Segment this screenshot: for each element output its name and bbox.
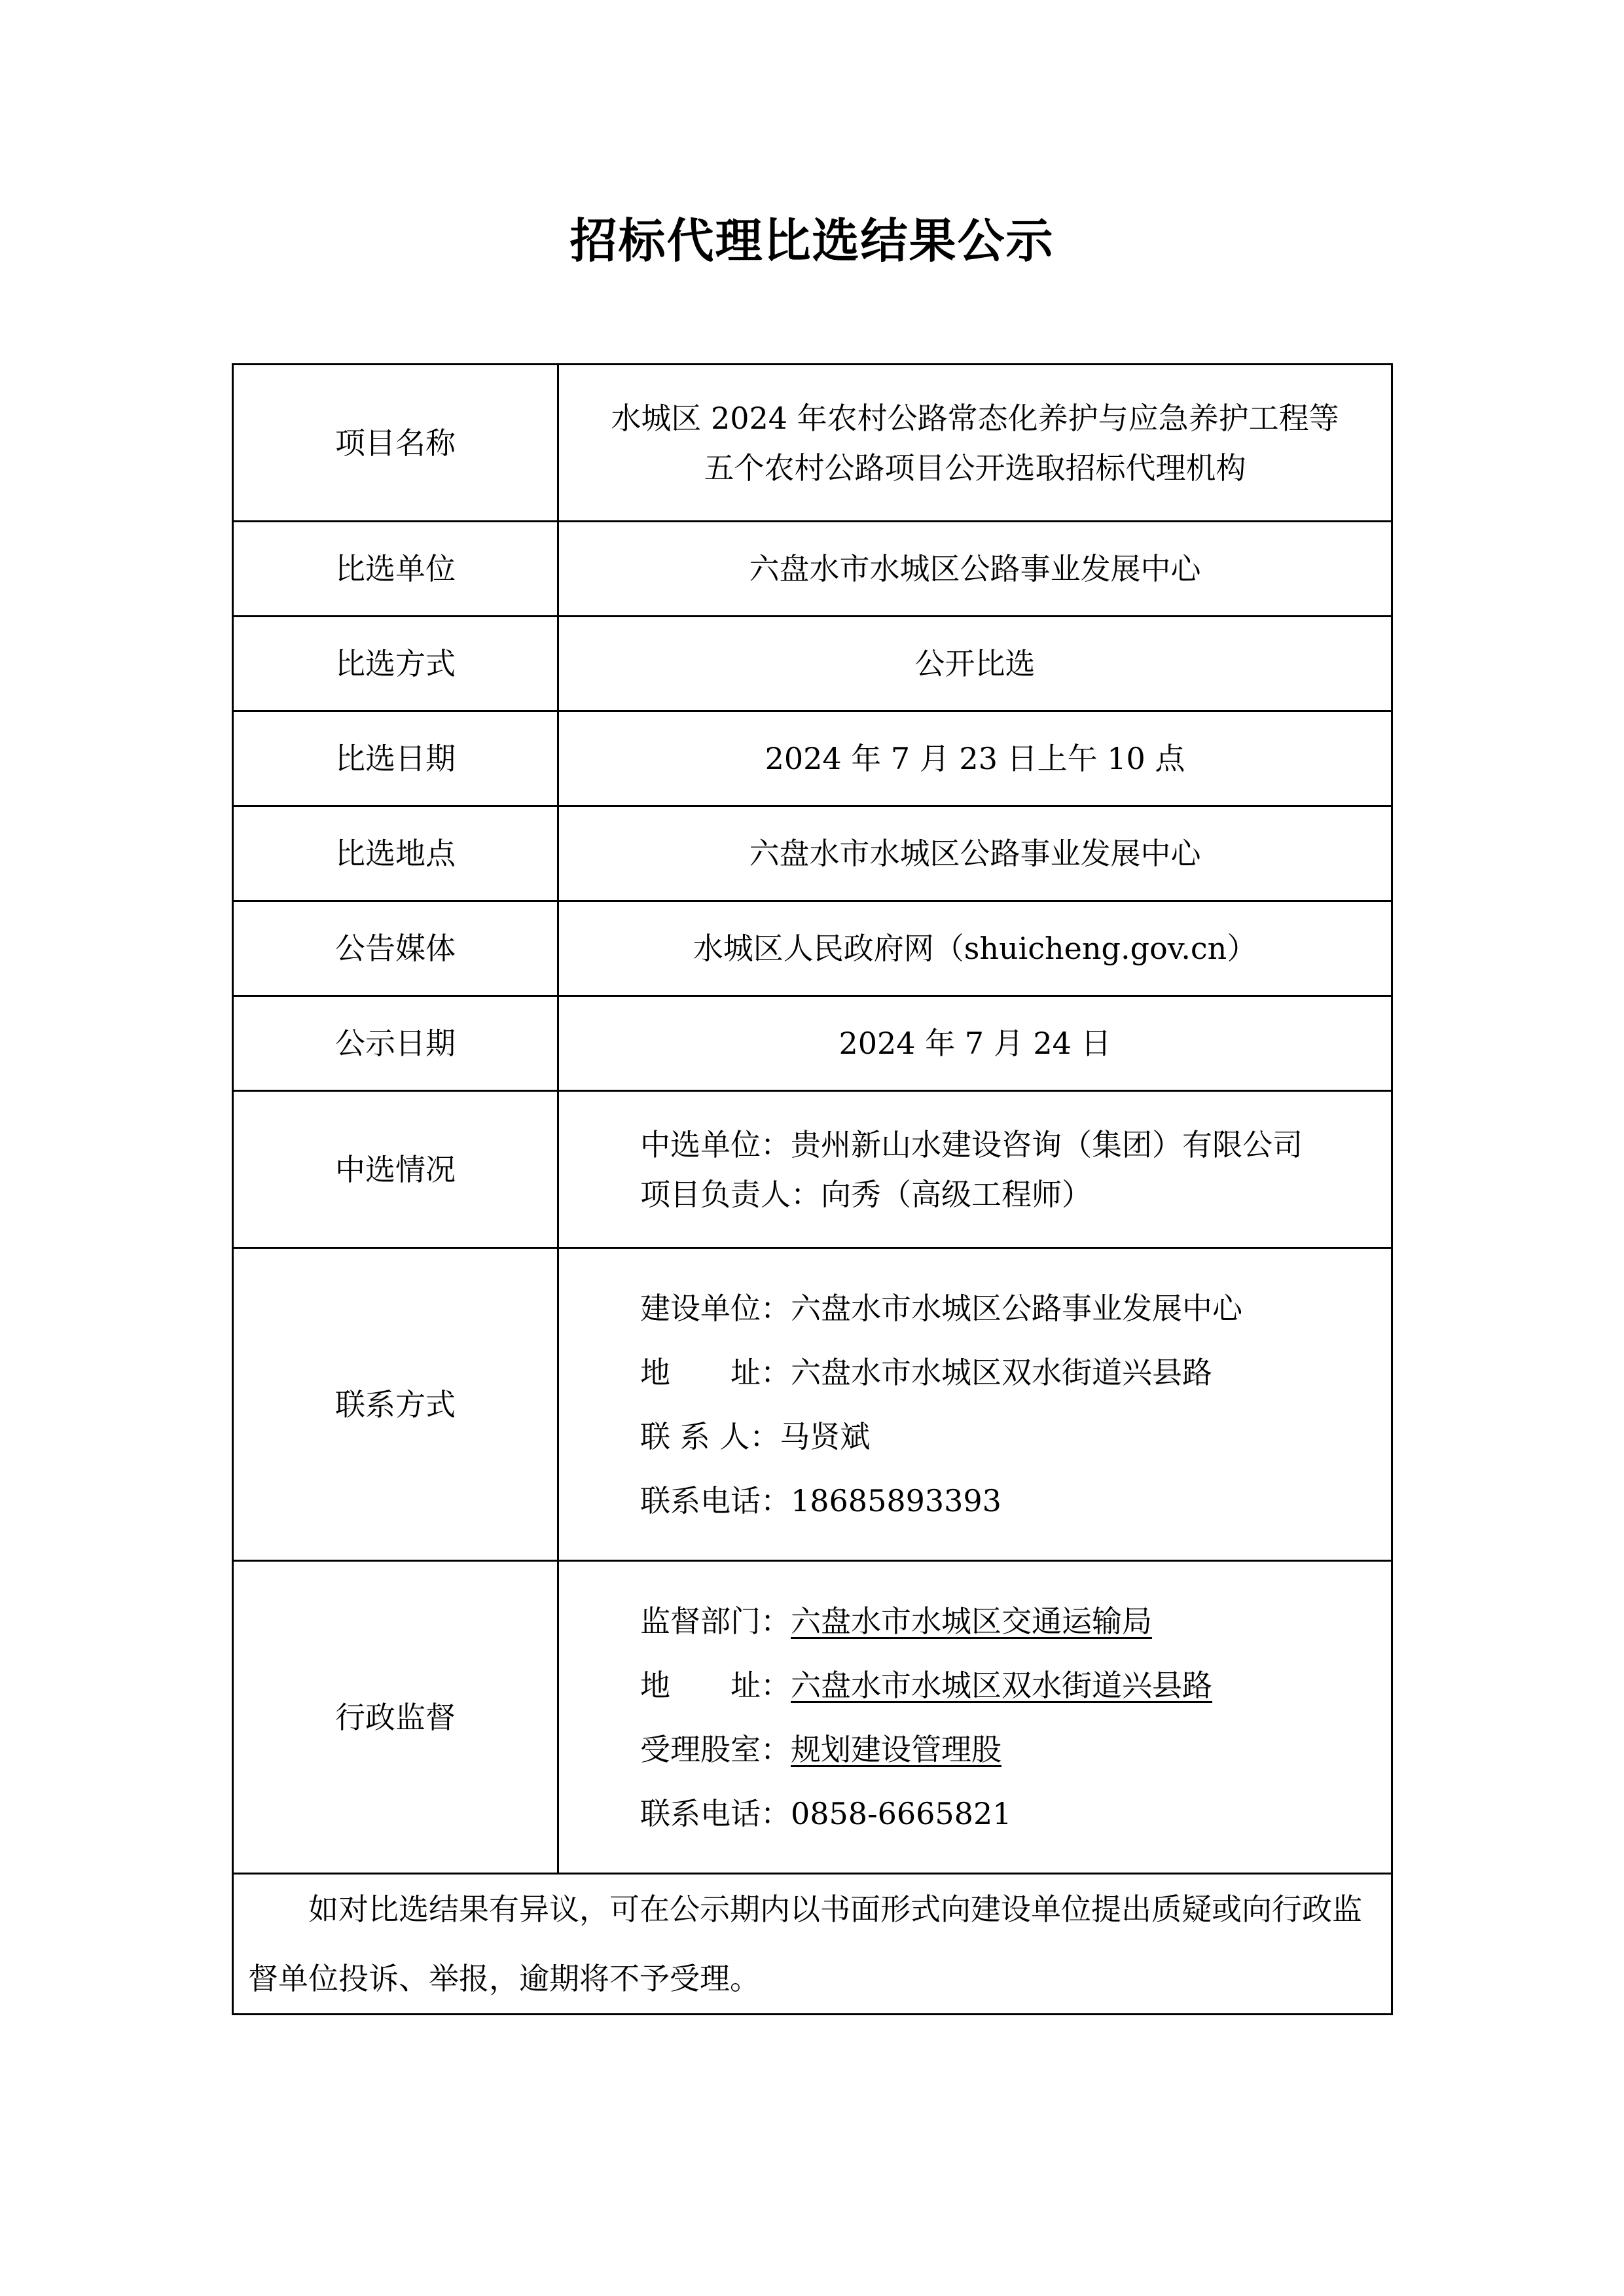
objection-notice: 如对比选结果有异议，可在公示期内以书面形式向建设单位提出质疑或向行政监督单位投诉、举报，逾期将不予受理。 <box>233 1874 1392 2015</box>
supervision-item <box>640 1717 1391 1782</box>
project-name-line-2: 五个农村公路项目公开选取招标代理机构 <box>704 450 1246 486</box>
contact-item <box>640 1340 1391 1405</box>
value-result <box>558 1091 1392 1248</box>
label-place: 比选地点 <box>233 806 558 901</box>
supervision-value: 六盘水市水城区双水街道兴县路 <box>791 1667 1212 1703</box>
row-date <box>233 711 1392 806</box>
row-media <box>233 901 1392 996</box>
supervision-key: 监督部门： <box>640 1603 791 1639</box>
row-publicity-date <box>233 996 1392 1091</box>
result-winner: 中选单位：贵州新山水建设咨询（集团）有限公司 <box>640 1126 1303 1162</box>
label-unit: 比选单位 <box>233 522 558 617</box>
label-publicity-date: 公示日期 <box>233 996 558 1091</box>
value-supervision <box>558 1561 1392 1874</box>
row-project-name <box>233 365 1392 522</box>
contact-key: 地 址： <box>640 1354 791 1390</box>
row-unit <box>233 522 1392 617</box>
result-project-lead: 项目负责人：向秀（高级工程师） <box>640 1176 1092 1212</box>
supervision-key: 地 址： <box>640 1667 791 1703</box>
label-supervision: 行政监督 <box>233 1561 558 1874</box>
label-method: 比选方式 <box>233 617 558 711</box>
value-project-name <box>558 365 1392 522</box>
label-contact: 联系方式 <box>233 1248 558 1561</box>
contact-key: 联 系 人： <box>640 1418 780 1454</box>
row-method <box>233 617 1392 711</box>
supervision-key: 受理股室： <box>640 1731 791 1767</box>
label-project-name: 项目名称 <box>233 365 558 522</box>
contact-value: 18685893393 <box>791 1482 1001 1518</box>
value-publicity-date: 2024 年 7 月 24 日 <box>558 996 1392 1091</box>
value-date: 2024 年 7 月 23 日上午 10 点 <box>558 711 1392 806</box>
supervision-item <box>640 1653 1391 1717</box>
label-result: 中选情况 <box>233 1091 558 1248</box>
row-supervision <box>233 1561 1392 1874</box>
row-place <box>233 806 1392 901</box>
supervision-key: 联系电话： <box>640 1795 791 1831</box>
value-unit: 六盘水市水城区公路事业发展中心 <box>558 522 1392 617</box>
supervision-value: 规划建设管理股 <box>791 1731 1001 1767</box>
row-notice <box>233 1874 1392 2015</box>
value-media: 水城区人民政府网（shuicheng.gov.cn） <box>558 901 1392 996</box>
project-name-line-1: 水城区 2024 年农村公路常态化养护与应急养护工程等 <box>611 400 1339 436</box>
contact-value: 六盘水市水城区双水街道兴县路 <box>791 1354 1212 1390</box>
contact-key: 联系电话： <box>640 1482 791 1518</box>
supervision-value: 六盘水市水城区交通运输局 <box>791 1603 1152 1639</box>
label-date: 比选日期 <box>233 711 558 806</box>
contact-item <box>640 1276 1391 1340</box>
row-result <box>233 1091 1392 1248</box>
contact-key: 建设单位： <box>640 1290 791 1326</box>
supervision-item <box>640 1589 1391 1653</box>
document-title: 招标代理比选结果公示 <box>569 213 1055 268</box>
value-method: 公开比选 <box>558 617 1392 711</box>
supervision-value: 0858-6665821 <box>791 1795 1012 1831</box>
value-place: 六盘水市水城区公路事业发展中心 <box>558 806 1392 901</box>
publicity-table <box>232 363 1393 2015</box>
value-contact <box>558 1248 1392 1561</box>
contact-item <box>640 1469 1391 1533</box>
contact-value: 马贤斌 <box>780 1418 871 1454</box>
label-media: 公告媒体 <box>233 901 558 996</box>
supervision-item <box>640 1782 1391 1846</box>
contact-item <box>640 1405 1391 1469</box>
row-contact <box>233 1248 1392 1561</box>
contact-value: 六盘水市水城区公路事业发展中心 <box>791 1290 1242 1326</box>
